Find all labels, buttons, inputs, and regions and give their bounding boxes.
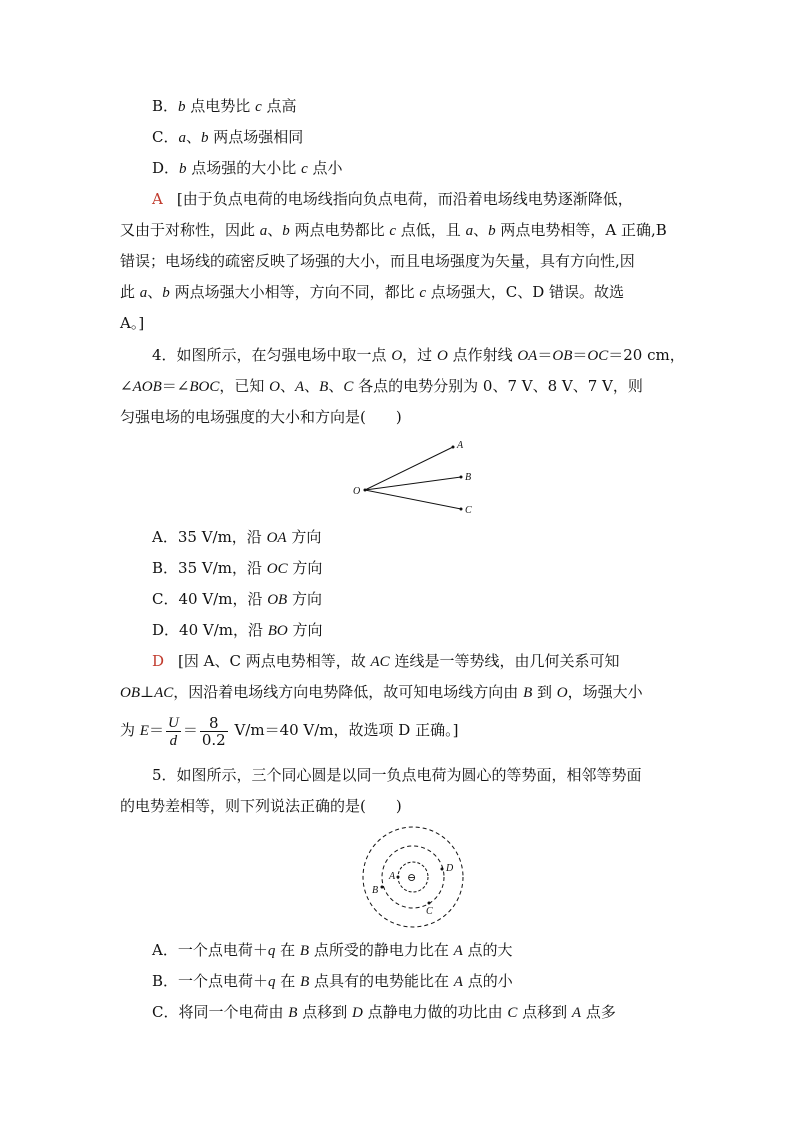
ray-oc [365, 490, 461, 509]
q5-concentric-circles-diagram [355, 825, 471, 929]
q4-stem-line-1: 4．如图所示，在匀强电场中取一点 O，过 O 点作射线 OA＝OB＝OC＝20 cm， [152, 346, 685, 364]
q4-option-a: A．35 V/m，沿 OA 方向 [152, 528, 322, 546]
label-o: O [353, 486, 361, 497]
q4-explanation-text-1: [因 A、C 两点电势相等，故 AC 连线是一等势线，由几何关系可知 [178, 652, 620, 670]
fraction-0-2-denominator: 0.2 [201, 730, 226, 749]
q4-explanation-line-1 [152, 651, 619, 672]
point-c [460, 508, 463, 511]
circle-label-c: C [426, 906, 433, 917]
q4-formula-equals: ＝ [182, 721, 198, 739]
q3-explanation-line-1 [152, 189, 633, 209]
label-c: C [465, 505, 472, 515]
point-b [460, 476, 463, 479]
label-b: B [465, 472, 472, 483]
q4-formula-prefix: 为 E＝ [120, 721, 164, 739]
q3-explanation-line-5: A。] [120, 314, 145, 332]
q4-option-b: B．35 V/m，沿 OC 方向 [152, 559, 323, 577]
q3-option-c: C．a、b 两点场强相同 [152, 128, 304, 146]
circle-label-a: A [389, 871, 396, 882]
fraction-8-numerator: 8 [200, 715, 228, 732]
q5-option-c: C．将同一个电荷由 B 点移到 D 点静电力做的功比由 C 点移到 A 点多 [152, 1003, 616, 1021]
q4-option-d: D．40 V/m，沿 BO 方向 [152, 621, 323, 639]
circle-label-d: D [446, 863, 454, 874]
fraction-u-numerator: U [167, 714, 179, 731]
fraction-u-over-d [166, 714, 181, 749]
q4-stem-line-3: 匀强电场的电场强度的大小和方向是( ) [120, 408, 402, 426]
q3-option-b: B．b 点电势比 c 点高 [152, 97, 297, 115]
label-a: A [457, 440, 464, 451]
q3-answer: A [152, 190, 163, 208]
point-a [452, 446, 455, 449]
fraction-d-denominator: d [169, 732, 178, 749]
point-o [364, 489, 367, 492]
point-d-dot [441, 868, 444, 871]
fraction-8-over-0-2 [200, 715, 228, 748]
q3-option-d: D．b 点场强的大小比 c 点小 [152, 159, 343, 177]
q3-explanation-line-4: 此 a、b 两点场强大小相等，方向不同，都比 c 点场强大，C、D 错误。故选 [120, 283, 625, 301]
point-b-dot [381, 886, 384, 889]
q4-explanation-line-2: OB⊥AC，因沿着电场线方向电势降低，故可知电场线方向由 B 到 O，场强大小 [120, 683, 643, 701]
q4-answer: D [152, 652, 165, 670]
q4-ray-diagram [345, 435, 475, 515]
q3-explanation-text-1: [由于负点电荷的电场线指向负点电荷，而沿着电场线电势逐渐降低， [176, 190, 633, 208]
q4-explanation-line-3 [120, 712, 458, 749]
circle-label-b: B [372, 885, 379, 896]
point-c-dot [428, 902, 431, 905]
q4-option-c: C．40 V/m，沿 OB 方向 [152, 590, 322, 608]
q5-stem-line-2: 的电势差相等，则下列说法正确的是( ) [120, 797, 402, 815]
q3-explanation-line-2: 又由于对称性，因此 a、b 两点电势都比 c 点低，且 a、b 两点电势相等，A 正确,B [120, 221, 667, 239]
q4-formula-suffix: V/m＝40 V/m，故选项 D 正确。] [229, 721, 459, 739]
q5-option-b: B．一个点电荷＋q 在 B 点具有的电势能比在 A 点的小 [152, 972, 513, 990]
q4-stem-line-2: ∠AOB＝∠BOC，已知 O、A、B、C 各点的电势分别为 0、7 V、8 V、7 V，则 [120, 377, 643, 395]
negative-charge-icon: ⊖ [407, 872, 417, 884]
q5-option-a: A．一个点电荷＋q 在 B 点所受的静电力比在 A 点的大 [152, 941, 513, 959]
q5-stem-line-1: 5．如图所示，三个同心圆是以同一负点电荷为圆心的等势面，相邻等势面 [152, 766, 642, 784]
q3-explanation-line-3: 错误；电场线的疏密反映了场强的大小，而且电场强度为矢量，具有方向性,因 [120, 252, 635, 270]
point-a-dot [397, 876, 400, 879]
